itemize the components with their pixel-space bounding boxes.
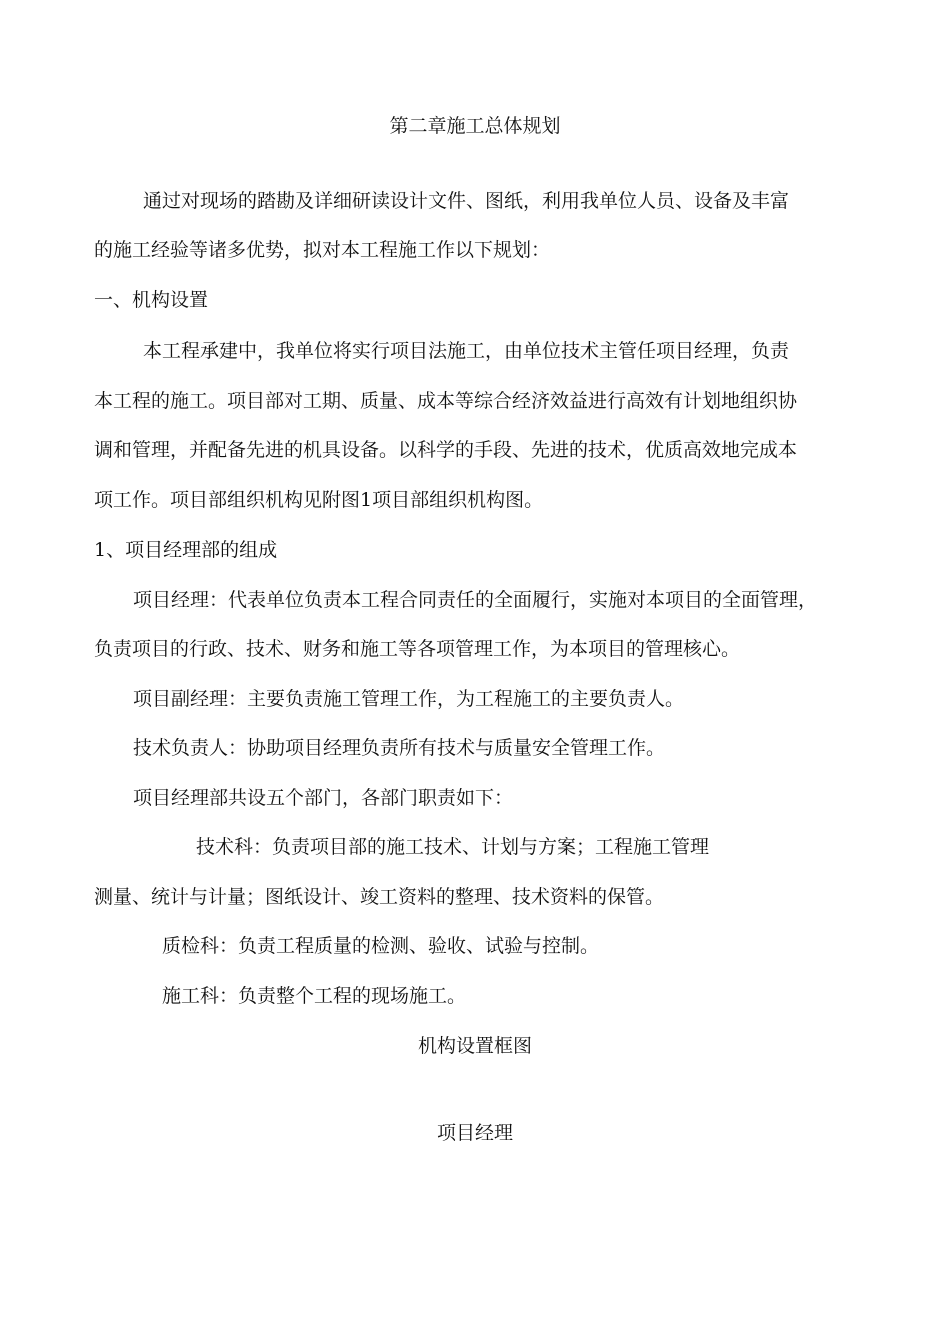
subsection-heading-pm-department: 1、项目经理部的组成: [94, 539, 278, 561]
section-para-line-2: 本工程的施工。项目部对工期、质量、成本等综合经济效益进行高效有计划地组织协: [94, 390, 798, 412]
org-chart-node-project-manager: 项目经理: [436, 1122, 513, 1144]
org-chart-caption: 机构设置框图: [417, 1035, 532, 1057]
tech-dept-duty-line-1: 技术科：负责项目部的施工技术、计划与方案；工程施工管理: [196, 836, 710, 858]
section-para-line-4: 项工作。项目部组织机构见附图1项目部组织机构图。: [94, 489, 544, 511]
construction-dept-duty: 施工科：负责整个工程的现场施工。: [162, 985, 467, 1007]
section-para-line-3: 调和管理，并配备先进的机具设备。以科学的手段、先进的技术，优质高效地完成本: [94, 439, 798, 461]
manager-duty-line-2: 负责项目的行政、技术、财务和施工等各项管理工作，为本项目的管理核心。: [94, 638, 741, 660]
manager-duty-line-1: 项目经理：代表单位负责本工程合同责任的全面履行，实施对本项目的全面管理，: [133, 589, 818, 611]
departments-intro: 项目经理部共设五个部门，各部门职责如下：: [133, 787, 514, 809]
intro-line-2: 的施工经验等诸多优势，拟对本工程施工作以下规划：: [94, 239, 551, 261]
section-heading-org-setup: 一、机构设置: [94, 289, 209, 311]
tech-lead-duty: 技术负责人：协助项目经理负责所有技术与质量安全管理工作。: [133, 737, 666, 759]
deputy-manager-duty: 项目副经理：主要负责施工管理工作，为工程施工的主要负责人。: [133, 688, 685, 710]
tech-dept-duty-line-2: 测量、统计与计量；图纸设计、竣工资料的整理、技术资料的保管。: [94, 886, 665, 908]
qc-dept-duty: 质检科：负责工程质量的检测、验收、试验与控制。: [162, 935, 600, 957]
section-para-line-1: 本工程承建中，我单位将实行项目法施工，由单位技术主管任项目经理，负责: [143, 340, 790, 362]
intro-line-1: 通过对现场的踏勘及详细研读设计文件、图纸，利用我单位人员、设备及丰富: [143, 190, 790, 212]
page-title: 第二章施工总体规划: [389, 115, 561, 137]
